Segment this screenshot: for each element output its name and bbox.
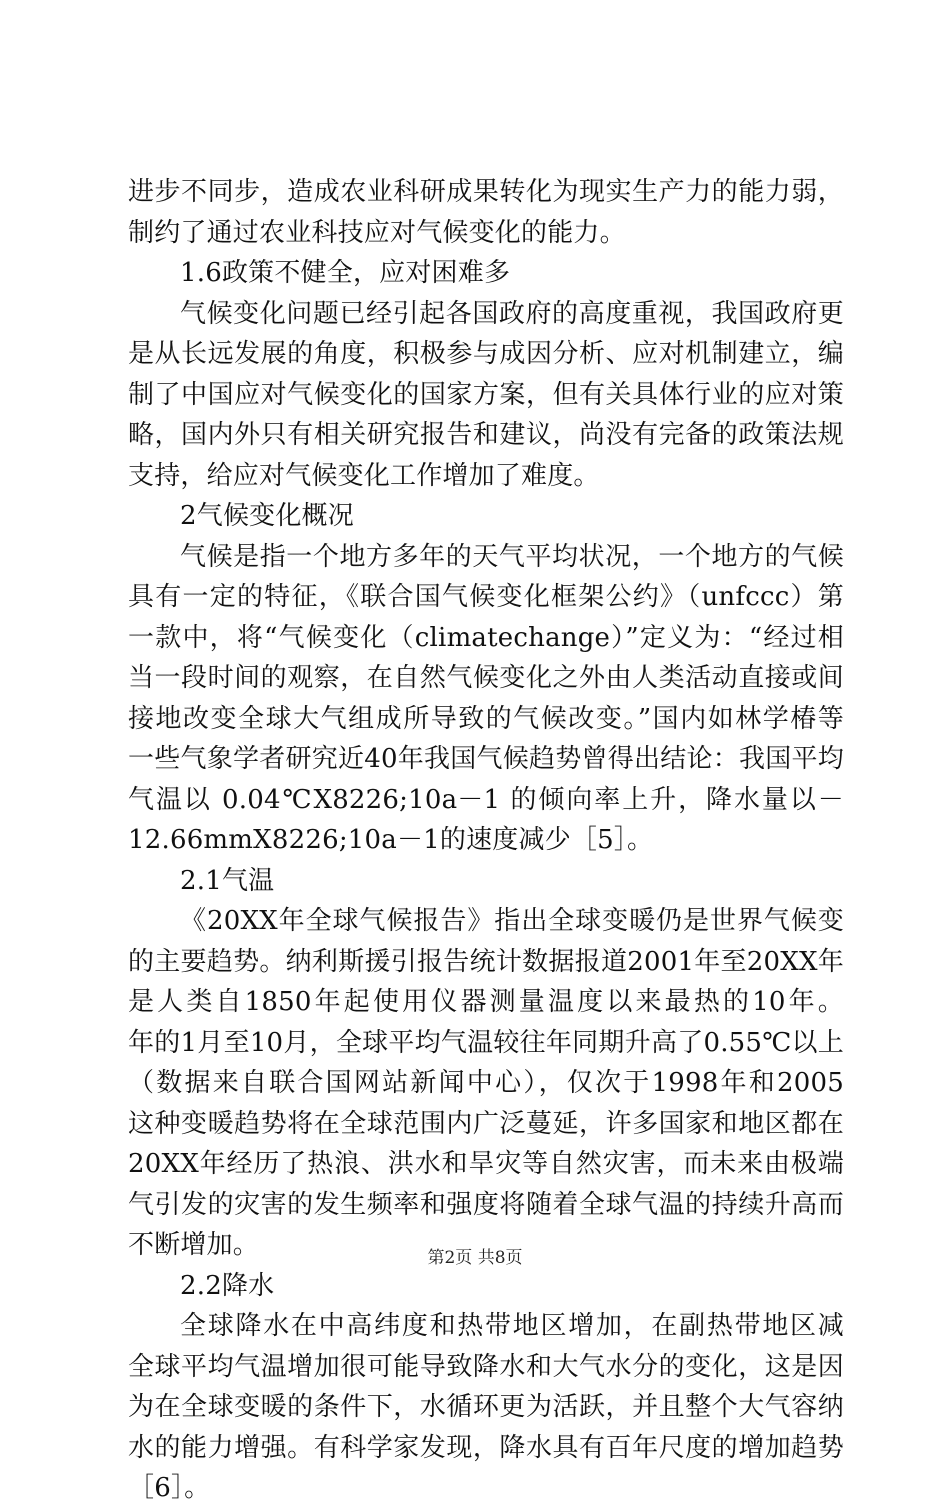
text-line: 进步不同步，造成农业科研成果转化为现实生产力的能力弱，	[128, 177, 844, 207]
text-line: 当一段时间的观察，在自然气候变化之外由人类活动直接或间	[128, 663, 844, 693]
text-line: 为在全球变暖的条件下，水循环更为活跃，并且整个大气容纳	[128, 1392, 844, 1422]
text-line: 气温以 0.04℃X8226;10a－1 的倾向率上升，降水量以－	[128, 784, 844, 815]
text-line: （数据来自联合国网站新闻中心），仅次于1998年和2005	[128, 1068, 844, 1098]
document-body	[128, 172, 844, 1509]
text-line: 1.6政策不健全，应对困难多	[180, 258, 511, 288]
text-line: 气引发的灾害的发生频率和强度将随着全球气温的持续升高而	[128, 1189, 844, 1220]
text-line: 的主要趋势。纳利斯援引报告统计数据报道2001年至20XX年	[128, 946, 844, 977]
text-line: 不断增加。	[128, 1230, 260, 1260]
text-line: 2气候变化概况	[180, 501, 354, 531]
text-line: 20XX年经历了热浪、洪水和旱灾等自然灾害，而未来由极端	[128, 1149, 844, 1179]
text-line: 具有一定的特征，《联合国气候变化框架公约》（unfccc）第	[128, 582, 844, 612]
text-line: 一款中，将“气候变化（climatechange）”定义为：“经过相	[128, 622, 844, 653]
text-line: 全球平均气温增加很可能导致降水和大气水分的变化，这是因	[128, 1351, 844, 1382]
text-line: 全球降水在中高纬度和热带地区增加，在副热带地区减	[180, 1311, 844, 1341]
page-footer: 第2页 共8页	[427, 1248, 523, 1268]
text-line: 接地改变全球大气组成所导致的气候改变。”国内如林学椿等	[128, 703, 844, 734]
text-line: 制约了通过农业科技应对气候变化的能力。	[128, 217, 626, 248]
text-line: 气候变化问题已经引起各国政府的高度重视，我国政府更	[180, 298, 844, 329]
text-line: 是从长远发展的角度，积极参与成因分析、应对机制建立，编	[128, 339, 844, 369]
text-line: 气候是指一个地方多年的天气平均状况，一个地方的气候	[180, 541, 844, 572]
text-line: 一些气象学者研究近40年我国气候趋势曾得出结论：我国平均	[128, 744, 844, 774]
text-line: 支持，给应对气候变化工作增加了难度。	[128, 460, 600, 491]
text-line: ［6］。	[128, 1473, 211, 1503]
text-line: 这种变暖趋势将在全球范围内广泛蔓延，许多国家和地区都在	[128, 1108, 844, 1139]
text-line: 年的1月至10月，全球平均气温较往年同期升高了0.55℃以上	[128, 1027, 844, 1058]
text-line: 2.2降水	[180, 1270, 275, 1301]
text-line: 12.66mmX8226;10a－1的速度减少［5］。	[128, 825, 654, 855]
text-line: 2.1气温	[180, 865, 275, 896]
text-line: 制了中国应对气候变化的国家方案，但有关具体行业的应对策	[128, 379, 844, 410]
text-line: 水的能力增强。有科学家发现，降水具有百年尺度的增加趋势	[128, 1432, 844, 1463]
text-line: 是人类自1850年起使用仪器测量温度以来最热的10年。	[128, 987, 844, 1017]
text-line: 略，国内外只有相关研究报告和建议，尚没有完备的政策法规	[128, 420, 844, 450]
text-line: 《20XX年全球气候报告》指出全球变暖仍是世界气候变	[180, 906, 844, 936]
